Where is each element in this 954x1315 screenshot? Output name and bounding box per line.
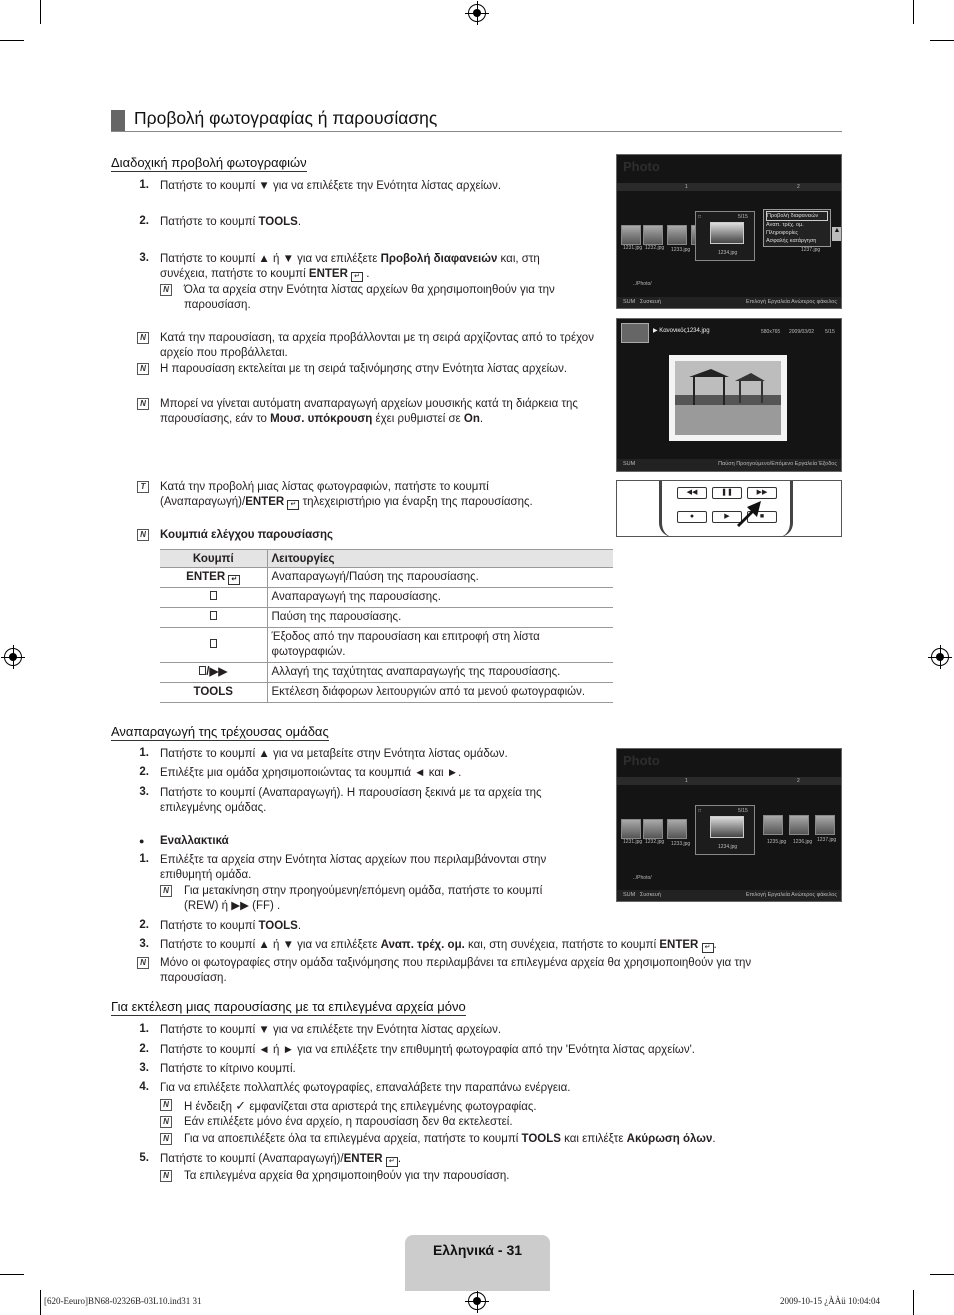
- menu-item-play-group[interactable]: Αναπ. τρέχ. ομ.: [766, 222, 804, 228]
- step-number: 2.: [139, 215, 149, 227]
- group-label: 2: [797, 184, 800, 190]
- print-slug-left: [620-Eeuro]BN68-02326B-03L10.ind31 31: [44, 1296, 202, 1306]
- play-button[interactable]: ▶: [712, 511, 742, 523]
- remote-illustration: [616, 480, 842, 537]
- section-heading-selected-files: Για εκτέλεση μιας παρουσίασης με τα επιλεγμένα αρχεία μόνο: [111, 999, 466, 1014]
- tv-screen-photo-group: [616, 748, 842, 902]
- table-row: [160, 588, 613, 608]
- tip-text: Κατά την προβολή μιας λίστας φωτογραφιών, πατήστε το κουμπί (Αναπαραγωγή)/ENTER ↵ τηλεχειριστήριο για έναρξη της παρουσίασης.: [160, 481, 533, 508]
- step-text: Πατήστε το κουμπί ◄ ή ► για να επιλέξετε την επιθυμητή φωτογραφία από την 'Ενότητα λίστας αρχείων'.: [160, 1044, 695, 1056]
- file-name: 1234.jpg: [718, 844, 738, 850]
- enter-icon: ↵: [386, 1157, 398, 1167]
- table-row: [160, 628, 613, 663]
- play-icon: [210, 591, 217, 600]
- screen-footer: [617, 459, 841, 471]
- step-text: Πατήστε το κουμπί (Αναπαραγωγή)/ENTER ↵ .: [160, 1153, 402, 1165]
- crop-mark: [0, 40, 24, 41]
- step-text: Πατήστε το κουμπί TOOLS.: [160, 920, 302, 932]
- crop-mark: [930, 1274, 954, 1275]
- note-text: Όλα τα αρχεία στην Ενότητα λίστας αρχείων θα χρησιμοποιηθούν για την παρουσίαση.: [184, 284, 555, 311]
- step-number: 4.: [139, 1081, 149, 1093]
- note-text: Η παρουσίαση εκτελείται με τη σειρά ταξινόμησης στην Ενότητα λίστας αρχείων.: [160, 363, 568, 375]
- note-text: Για να αποεπιλέξετε όλα τα επιλεγμένα αρχεία, πατήστε το κουμπί TOOLS και επιλέξτε Ακύρωση όλων.: [184, 1133, 716, 1145]
- step-text: Πατήστε το κουμπί ▼ για να επιλέξετε την Ενότητα λίστας αρχείων.: [160, 1024, 502, 1036]
- group-label: 1: [685, 184, 688, 190]
- step-number: 3.: [139, 1062, 149, 1074]
- photo-thumbnail: [621, 819, 641, 839]
- selected-photo-popup: [695, 211, 755, 261]
- note-icon: N: [160, 1133, 172, 1145]
- file-name: 1237.jpg: [817, 837, 837, 843]
- stop-icon: [210, 639, 217, 648]
- resolution: 580x765: [761, 329, 781, 335]
- file-name: 1233.jpg: [671, 841, 691, 847]
- registration-mark: [4, 648, 22, 666]
- file-name: 1231.jpg: [623, 839, 643, 845]
- note-icon: N: [160, 1099, 172, 1111]
- alt-label: Εναλλακτικά: [160, 835, 229, 847]
- pointer-arrow-icon: [735, 499, 763, 527]
- step-text: Πατήστε το κουμπί TOOLS.: [160, 216, 302, 228]
- counter: 5/15: [825, 329, 835, 335]
- note-icon: N: [137, 957, 149, 969]
- step-text: Πατήστε το κουμπί ▼ για να επιλέξετε την Ενότητα λίστας αρχείων.: [160, 180, 502, 192]
- scroll-up-icon[interactable]: ▲: [832, 227, 842, 241]
- tip-icon: T: [137, 481, 149, 493]
- note-text: Μόνο οι φωτογραφίες στην ομάδα ταξινόμησης που περιλαμβάνει τα επιλεγμένα αρχεία θα χρησιμοποιηθούν για την παρουσίαση.: [160, 957, 752, 984]
- check-box-icon: □: [698, 214, 702, 220]
- table-header: Λειτουργίες: [267, 550, 613, 568]
- step-text: Πατήστε το κίτρινο κουμπί.: [160, 1063, 296, 1075]
- registration-mark: [468, 4, 486, 22]
- step-number: 2.: [139, 1043, 149, 1055]
- table-row: [160, 568, 613, 588]
- step-text: Πατήστε το κουμπί (Αναπαραγωγή). Η παρουσίαση ξεκινά με τα αρχεία της επιλεγμένης ομάδας.: [160, 787, 542, 814]
- table-row: [160, 663, 613, 683]
- table-cell-key: ENTER ↵: [160, 568, 267, 588]
- section-heading-current-group: Αναπαραγωγή της τρέχουσας ομάδας: [111, 724, 329, 739]
- photo-mode-icon: [621, 323, 649, 343]
- step-number: 3.: [139, 786, 149, 798]
- record-button[interactable]: ●: [677, 511, 707, 523]
- note-icon: N: [137, 363, 149, 375]
- table-cell-key: [160, 588, 267, 608]
- photo-counter: 5/15: [738, 808, 748, 814]
- crop-mark: [913, 0, 914, 24]
- footer-hints: Επιλογή Εργαλεία Ανώτερος φάκελος: [745, 299, 837, 305]
- step-text: Πατήστε το κουμπί ▲ ή ▼ για να επιλέξετε Αναπ. τρέχ. ομ. και, στη συνέχεια, πατήστε το κουμπί ENTER ↵ .: [160, 939, 717, 951]
- registration-mark: [468, 1292, 486, 1310]
- step-number: 3.: [139, 938, 149, 950]
- menu-item-info[interactable]: Πληροφορίες: [766, 230, 799, 236]
- footer-hints: Παύση Προηγούμενο/Επόμενο Εργαλεία Έξοδος: [718, 461, 837, 467]
- menu-item-safe-remove[interactable]: Ασφαλής κατάργηση: [766, 238, 817, 244]
- tv-screen-photo-list: [616, 154, 842, 309]
- photo-counter: 5/15: [738, 214, 748, 220]
- file-name: 1231.jpg: [623, 245, 643, 251]
- rew-button[interactable]: ◀◀: [677, 487, 707, 499]
- device-label: Συσκευή: [639, 892, 661, 898]
- table-cell-value: Παύση της παρουσίασης.: [267, 608, 613, 628]
- pause-icon: [210, 611, 217, 620]
- crop-mark: [40, 1290, 41, 1315]
- step-number: 3.: [139, 252, 149, 264]
- group-label: 2: [797, 778, 800, 784]
- note-icon: N: [160, 1116, 172, 1128]
- beach-photo: [669, 355, 787, 441]
- table-row: [160, 683, 613, 703]
- note-text: Τα επιλεγμένα αρχεία θα χρησιμοποιηθούν για την παρουσίαση.: [184, 1170, 510, 1182]
- tools-menu: [763, 209, 831, 247]
- file-name: ▶ Κανονικός1234.jpg: [653, 328, 710, 334]
- photo-thumbnail: [667, 225, 687, 245]
- note-text: Εάν επιλέξετε μόνο ένα αρχείο, η παρουσίαση δεν θα εκτελεστεί.: [184, 1116, 513, 1128]
- step-number: 5.: [139, 1152, 149, 1164]
- screen-title: Photo: [623, 753, 660, 768]
- note-text: Η ένδειξη ✓ εμφανίζεται στα αριστερά της επιλεγμένης φωτογραφίας.: [184, 1098, 537, 1113]
- date: 2009/03/02: [789, 329, 815, 335]
- path-label: ../Photo/: [633, 875, 652, 881]
- table-header: Κουμπί: [160, 550, 267, 568]
- note-text: Κατά την παρουσίαση, τα αρχεία προβάλλονται με τη σειρά αρχίζοντας από το τρέχον αρχείο που προβάλλεται.: [160, 332, 594, 359]
- table-cell-value: Εκτέλεση διάφορων λειτουργιών από τα μενού φωτογραφιών.: [267, 683, 613, 703]
- photo-thumbnail: [815, 815, 835, 835]
- footer-hints: Επιλογή Εργαλεία Ανώτερος φάκελος: [745, 892, 837, 898]
- controls-title: Κουμπιά ελέγχου παρουσίασης: [160, 529, 334, 541]
- screen-title: Photo: [623, 159, 660, 174]
- crop-mark: [913, 1290, 914, 1315]
- photo-thumbnail: [621, 225, 641, 245]
- registration-mark: [931, 648, 949, 666]
- check-box-icon: □: [698, 808, 702, 814]
- group-band: [617, 777, 841, 785]
- file-name: 1232.jpg: [645, 245, 665, 251]
- file-name: 1234.jpg: [718, 250, 738, 256]
- note-text: Για μετακίνηση στην προηγούμενη/επόμενη ομάδα, πατήστε το κουμπί (REW) ή ▶▶ (FF) .: [184, 885, 543, 912]
- print-slug-right: 2009-10-15 ¿ÀÀü 10:04:04: [780, 1296, 880, 1306]
- step-number: 2.: [139, 766, 149, 778]
- section-heading-slideshow: Διαδοχική προβολή φωτογραφιών: [111, 155, 307, 170]
- note-icon: N: [137, 529, 149, 541]
- path-label: ../Photo/: [633, 281, 652, 287]
- table-cell-key: /▶▶: [160, 663, 267, 683]
- note-icon: N: [137, 398, 149, 410]
- slideshow-photo-frame: [669, 355, 787, 441]
- device-label: Συσκευή: [639, 299, 661, 305]
- title-bar-marker: [111, 110, 125, 132]
- tv-screen-slideshow: [616, 318, 842, 472]
- pause-button[interactable]: ❚❚: [712, 487, 742, 499]
- table-cell-value: Αναπαραγωγή της παρουσίασης.: [267, 588, 613, 608]
- note-icon: N: [160, 284, 172, 296]
- step-number: 2.: [139, 919, 149, 931]
- menu-item-slideshow[interactable]: Προβολή διαφανειών: [766, 211, 828, 221]
- enter-icon: ↵: [228, 575, 240, 585]
- group-label: 1: [685, 778, 688, 784]
- bullet: ●: [139, 836, 145, 846]
- table-cell-key: [160, 628, 267, 663]
- screen-footer: [617, 890, 841, 901]
- table-cell-value: Αναπαραγωγή/Παύση της παρουσίασης.: [267, 568, 613, 588]
- controls-table: [160, 549, 613, 703]
- table-cell-key: [160, 608, 267, 628]
- crop-mark: [0, 1274, 24, 1275]
- photo-thumbnail: [667, 819, 687, 839]
- photo-thumbnail: [763, 815, 783, 835]
- step-number: 1.: [139, 179, 149, 191]
- note-text: Μπορεί να γίνεται αυτόματη αναπαραγωγή αρχείων μουσικής κατά τη διάρκεια της παρουσίασης, εάν το Μουσ. υπόκρουση έχει ρυθμιστεί σε On.: [160, 398, 578, 425]
- enter-icon: ↵: [702, 943, 714, 953]
- file-name: 1235.jpg: [767, 839, 787, 845]
- file-name: 1233.jpg: [671, 247, 691, 253]
- file-name: 1236.jpg: [793, 839, 813, 845]
- note-icon: N: [160, 1170, 172, 1182]
- step-text: Επιλέξτε τα αρχεία στην Ενότητα λίστας αρχείων που περιλαμβάνονται στην επιθυμητή ομάδα.: [160, 854, 547, 881]
- table-cell-value: Αλλαγή της ταχύτητας αναπαραγωγής της παρουσίασης.: [267, 663, 613, 683]
- enter-icon: ↵: [287, 500, 299, 510]
- group-band: [617, 183, 841, 191]
- file-name: 1237.jpg: [801, 247, 821, 253]
- step-text: Για να επιλέξετε πολλαπλές φωτογραφίες, επαναλάβετε την παραπάνω ενέργεια.: [160, 1082, 571, 1094]
- table-cell-key: TOOLS: [160, 683, 267, 703]
- step-number: 1.: [139, 853, 149, 865]
- step-number: 1.: [139, 1023, 149, 1035]
- photo-thumbnail: [789, 815, 809, 835]
- step-number: 1.: [139, 747, 149, 759]
- sum-label: SUM: [623, 299, 636, 305]
- title-rule: [111, 131, 842, 132]
- photo-preview: [710, 816, 744, 838]
- enter-icon: ↵: [351, 272, 363, 282]
- crop-mark: [930, 40, 954, 41]
- crop-mark: [40, 0, 41, 24]
- check-icon: ✓: [235, 1098, 247, 1113]
- table-cell-value: Έξοδος από την παρουσίαση και επιτροφή στη λίστα φωτογραφιών.: [267, 628, 613, 663]
- table-row: [160, 608, 613, 628]
- selected-photo-popup: [695, 805, 755, 855]
- page-title: Προβολή φωτογραφίας ή παρουσίασης: [134, 108, 438, 128]
- screen-footer: [617, 297, 841, 308]
- file-name: 1232.jpg: [645, 839, 665, 845]
- step-text: Πατήστε το κουμπί ▲ για να μεταβείτε στην Ενότητα λίστας ομάδων.: [160, 748, 508, 760]
- page-number-tab: Ελληνικά - 31: [405, 1235, 550, 1291]
- stop-button[interactable]: ■: [747, 511, 777, 523]
- photo-thumbnail: [643, 819, 663, 839]
- sum-label: SUM: [623, 461, 636, 467]
- photo-thumbnail: [643, 225, 663, 245]
- photo-preview: [710, 222, 744, 244]
- step-text: Επιλέξτε μια ομάδα χρησιμοποιώντας τα κουμπιά ◄ και ►.: [160, 767, 462, 779]
- step-text: Πατήστε το κουμπί ▲ ή ▼ για να επιλέξετε Προβολή διαφανειών και, στη συνέχεια, πατήστε το κουμπί ENTER ↵ .: [160, 253, 540, 280]
- sum-label: SUM: [623, 892, 636, 898]
- ff-button[interactable]: ▶▶: [747, 487, 777, 499]
- note-icon: N: [160, 885, 172, 897]
- note-icon: N: [137, 332, 149, 344]
